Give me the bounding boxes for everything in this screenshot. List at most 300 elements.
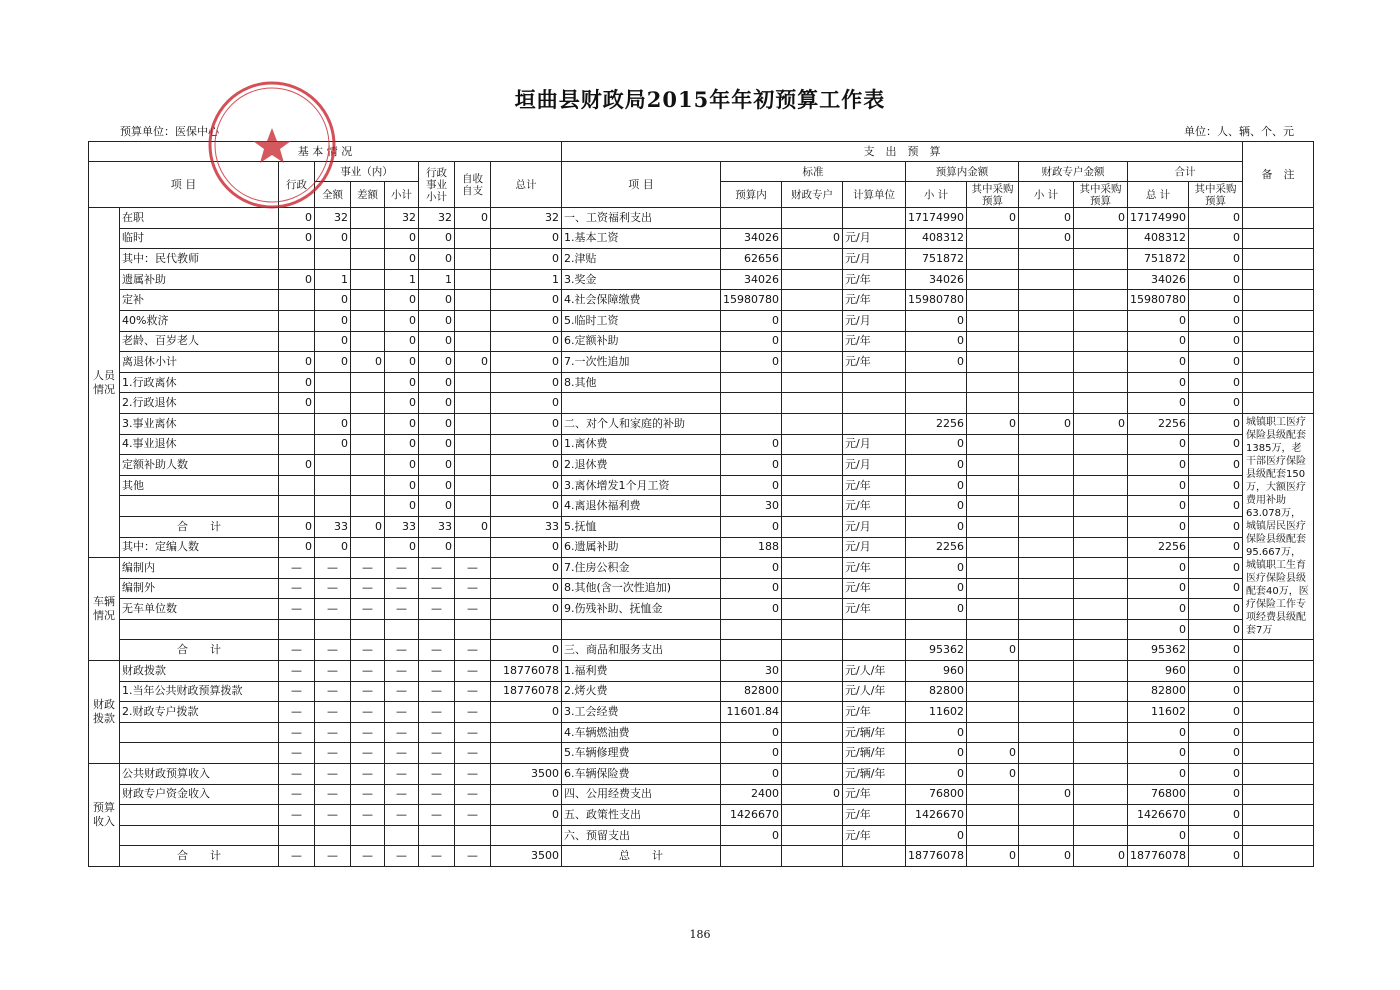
right-cell-special-subtotal	[1019, 516, 1074, 537]
left-cell-shiye-subtotal	[385, 619, 419, 640]
right-cell-special-subtotal	[1019, 702, 1074, 723]
left-row-label: 无车单位数	[120, 599, 279, 620]
right-cell-std-inner: 34026	[721, 269, 782, 290]
right-cell-std-inner: 0	[721, 578, 782, 599]
right-cell-std-inner: 188	[721, 537, 782, 558]
right-cell-special-subtotal: 0	[1019, 228, 1074, 249]
budget-unit-label: 预算单位：医保中心	[120, 125, 219, 138]
right-cell-std-special	[782, 413, 843, 434]
right-cell-inner-procurement	[967, 496, 1019, 517]
left-row-label: 4.事业退休	[120, 434, 279, 455]
right-cell-special-procurement	[1074, 599, 1128, 620]
left-cell-grand-total: 0	[491, 640, 562, 661]
right-row-label: 4.离退休福利费	[562, 496, 721, 517]
left-cell-xingzheng	[279, 331, 315, 352]
left-cell-xzsy-subtotal: 0	[419, 434, 455, 455]
remark-cell	[1243, 393, 1314, 414]
right-cell-calc-unit	[843, 640, 906, 661]
right-cell-special-procurement	[1074, 310, 1128, 331]
right-cell-inner-subtotal: 0	[906, 743, 967, 764]
left-cell-zishou: —	[455, 578, 491, 599]
left-cell-zishou	[455, 331, 491, 352]
left-cell-xzsy-subtotal: —	[419, 722, 455, 743]
right-cell-std-special	[782, 640, 843, 661]
left-cell-chae: —	[351, 764, 385, 785]
left-cell-grand-total: 18776078	[491, 681, 562, 702]
left-row-label: 老龄、百岁老人	[120, 331, 279, 352]
right-cell-inner-procurement: 0	[967, 413, 1019, 434]
right-cell-total-procurement: 0	[1189, 805, 1243, 826]
right-cell-special-procurement	[1074, 249, 1128, 270]
right-cell-std-special	[782, 475, 843, 496]
right-cell-special-procurement: 0	[1074, 846, 1128, 867]
table-row	[89, 681, 1314, 702]
left-cell-grand-total: 0	[491, 413, 562, 434]
right-cell-total-procurement: 0	[1189, 743, 1243, 764]
left-cell-chae	[351, 310, 385, 331]
right-cell-special-procurement: 0	[1074, 208, 1128, 229]
right-cell-inner-subtotal: 0	[906, 578, 967, 599]
left-cell-xzsy-subtotal: 0	[419, 310, 455, 331]
left-cell-xzsy-subtotal: —	[419, 764, 455, 785]
right-cell-total-procurement: 0	[1189, 393, 1243, 414]
left-cell-xzsy-subtotal: 0	[419, 455, 455, 476]
left-cell-quane: —	[315, 681, 351, 702]
left-cell-quane: 33	[315, 516, 351, 537]
right-cell-inner-subtotal: 15980780	[906, 290, 967, 311]
left-cell-zishou	[455, 372, 491, 393]
left-cell-grand-total	[491, 619, 562, 640]
right-cell-special-procurement	[1074, 516, 1128, 537]
right-cell-std-special	[782, 702, 843, 723]
left-row-label: 2.行政退休	[120, 393, 279, 414]
right-cell-total: 0	[1128, 331, 1189, 352]
right-row-label: 1.离休费	[562, 434, 721, 455]
right-cell-std-special	[782, 722, 843, 743]
left-cell-chae: —	[351, 599, 385, 620]
left-cell-quane: 0	[315, 228, 351, 249]
right-cell-total-procurement: 0	[1189, 558, 1243, 579]
right-cell-calc-unit: 元/月	[843, 434, 906, 455]
table-row	[89, 269, 1314, 290]
right-row-label: 三、商品和服务支出	[562, 640, 721, 661]
right-cell-calc-unit: 元/年	[843, 599, 906, 620]
right-cell-special-procurement	[1074, 619, 1128, 640]
left-cell-quane	[315, 393, 351, 414]
right-cell-total: 0	[1128, 558, 1189, 579]
right-cell-inner-procurement	[967, 516, 1019, 537]
left-cell-xingzheng	[279, 413, 315, 434]
right-cell-std-inner	[721, 372, 782, 393]
group-label-finance: 财政拨款	[89, 661, 120, 764]
left-cell-shiye-subtotal: 0	[385, 413, 419, 434]
right-cell-std-inner: 0	[721, 764, 782, 785]
right-cell-total: 15980780	[1128, 290, 1189, 311]
left-cell-xingzheng: 0	[279, 228, 315, 249]
right-cell-special-subtotal	[1019, 352, 1074, 373]
left-cell-grand-total	[491, 825, 562, 846]
right-cell-calc-unit: 元/年	[843, 269, 906, 290]
left-cell-xzsy-subtotal: 33	[419, 516, 455, 537]
left-cell-xingzheng: 0	[279, 208, 315, 229]
right-cell-total-procurement: 0	[1189, 331, 1243, 352]
right-cell-special-subtotal	[1019, 764, 1074, 785]
right-cell-std-special	[782, 434, 843, 455]
left-cell-quane	[315, 496, 351, 517]
right-row-label: 一、工资福利支出	[562, 208, 721, 229]
right-cell-special-procurement	[1074, 393, 1128, 414]
left-cell-grand-total: 0	[491, 578, 562, 599]
right-row-label: 六、预留支出	[562, 825, 721, 846]
left-cell-xingzheng: 0	[279, 372, 315, 393]
right-cell-total-procurement: 0	[1189, 846, 1243, 867]
right-cell-calc-unit	[843, 393, 906, 414]
right-cell-special-procurement	[1074, 578, 1128, 599]
right-cell-std-special: 0	[782, 784, 843, 805]
right-cell-special-subtotal	[1019, 825, 1074, 846]
right-cell-special-procurement	[1074, 784, 1128, 805]
right-row-label: 2.津贴	[562, 249, 721, 270]
right-cell-special-procurement	[1074, 496, 1128, 517]
table-row	[89, 228, 1314, 249]
left-cell-grand-total: 0	[491, 496, 562, 517]
left-cell-shiye-subtotal: 0	[385, 249, 419, 270]
left-cell-chae	[351, 475, 385, 496]
right-cell-std-inner: 0	[721, 310, 782, 331]
right-cell-special-subtotal	[1019, 393, 1074, 414]
right-cell-calc-unit: 元/人/年	[843, 661, 906, 682]
left-row-label: 合 计	[120, 640, 279, 661]
left-cell-chae	[351, 537, 385, 558]
left-cell-grand-total: 0	[491, 784, 562, 805]
col-inner-subtotal: 小 计	[906, 182, 967, 208]
right-cell-total-procurement: 0	[1189, 413, 1243, 434]
remark-cell	[1243, 846, 1314, 867]
right-cell-total-procurement: 0	[1189, 475, 1243, 496]
left-cell-zishou: —	[455, 640, 491, 661]
right-cell-special-subtotal	[1019, 455, 1074, 476]
left-cell-xzsy-subtotal: 0	[419, 228, 455, 249]
right-cell-inner-procurement	[967, 475, 1019, 496]
units-label: 单位：人、辆、个、元	[1184, 125, 1294, 138]
right-cell-inner-procurement	[967, 805, 1019, 826]
right-cell-special-procurement	[1074, 290, 1128, 311]
right-cell-inner-procurement: 0	[967, 743, 1019, 764]
right-cell-special-procurement	[1074, 681, 1128, 702]
left-cell-xzsy-subtotal: —	[419, 599, 455, 620]
left-cell-quane: —	[315, 599, 351, 620]
right-cell-special-subtotal	[1019, 558, 1074, 579]
right-cell-total-procurement: 0	[1189, 290, 1243, 311]
right-row-label: 8.其他(含一次性追加)	[562, 578, 721, 599]
table-row	[89, 310, 1314, 331]
left-cell-chae: —	[351, 640, 385, 661]
right-cell-special-subtotal	[1019, 805, 1074, 826]
left-cell-xingzheng	[279, 310, 315, 331]
right-cell-calc-unit: 元/月	[843, 455, 906, 476]
right-cell-inner-subtotal: 751872	[906, 249, 967, 270]
right-cell-total-procurement: 0	[1189, 208, 1243, 229]
right-cell-calc-unit: 元/辆/年	[843, 722, 906, 743]
left-cell-xingzheng: 0	[279, 393, 315, 414]
table-row	[89, 764, 1314, 785]
col-xingzheng: 行政	[279, 162, 315, 208]
table-row	[89, 455, 1314, 476]
left-cell-xingzheng	[279, 249, 315, 270]
right-row-label: 7.一次性追加	[562, 352, 721, 373]
right-cell-calc-unit: 元/年	[843, 702, 906, 723]
group-label-vehicle: 车辆情况	[89, 558, 120, 661]
col-zishou: 自收自支	[455, 162, 491, 208]
right-row-label: 7.住房公积金	[562, 558, 721, 579]
left-cell-chae	[351, 228, 385, 249]
right-cell-special-procurement	[1074, 805, 1128, 826]
left-row-label: 在职	[120, 208, 279, 229]
right-cell-std-special	[782, 558, 843, 579]
left-cell-grand-total: 0	[491, 372, 562, 393]
right-cell-special-procurement	[1074, 743, 1128, 764]
left-cell-shiye-subtotal: —	[385, 764, 419, 785]
right-cell-inner-procurement	[967, 661, 1019, 682]
left-cell-zishou: 0	[455, 352, 491, 373]
right-cell-total-procurement: 0	[1189, 496, 1243, 517]
right-cell-inner-procurement	[967, 619, 1019, 640]
left-cell-chae: —	[351, 661, 385, 682]
right-cell-inner-subtotal: 0	[906, 352, 967, 373]
right-cell-inner-subtotal: 0	[906, 825, 967, 846]
right-cell-special-procurement	[1074, 764, 1128, 785]
right-cell-total-procurement: 0	[1189, 434, 1243, 455]
right-cell-std-inner: 0	[721, 455, 782, 476]
remark-cell	[1243, 702, 1314, 723]
right-cell-calc-unit	[843, 372, 906, 393]
right-cell-inner-procurement: 0	[967, 640, 1019, 661]
left-cell-quane: —	[315, 764, 351, 785]
right-cell-total: 408312	[1128, 228, 1189, 249]
right-cell-total-procurement: 0	[1189, 537, 1243, 558]
left-cell-xzsy-subtotal: —	[419, 681, 455, 702]
right-cell-calc-unit: 元/辆/年	[843, 743, 906, 764]
left-cell-chae: —	[351, 578, 385, 599]
right-cell-inner-subtotal: 0	[906, 722, 967, 743]
right-cell-inner-subtotal	[906, 372, 967, 393]
table-row	[89, 722, 1314, 743]
left-cell-quane: —	[315, 702, 351, 723]
right-cell-inner-subtotal: 408312	[906, 228, 967, 249]
budget-inner-header: 预算内金额	[906, 162, 1019, 182]
right-row-label: 6.遗属补助	[562, 537, 721, 558]
right-cell-inner-procurement	[967, 578, 1019, 599]
right-cell-std-inner: 34026	[721, 228, 782, 249]
left-cell-xzsy-subtotal: 1	[419, 269, 455, 290]
left-cell-shiye-subtotal: 32	[385, 208, 419, 229]
left-cell-shiye-subtotal: 1	[385, 269, 419, 290]
right-cell-total: 34026	[1128, 269, 1189, 290]
right-cell-special-subtotal	[1019, 496, 1074, 517]
left-cell-quane	[315, 475, 351, 496]
table-row	[89, 784, 1314, 805]
right-row-label: 四、公用经费支出	[562, 784, 721, 805]
left-row-label: 遗属补助	[120, 269, 279, 290]
remark-cell	[1243, 825, 1314, 846]
left-row-label: 编制内	[120, 558, 279, 579]
left-cell-shiye-subtotal: 0	[385, 496, 419, 517]
right-cell-calc-unit	[843, 619, 906, 640]
left-cell-quane: —	[315, 661, 351, 682]
right-cell-total: 0	[1128, 352, 1189, 373]
special-account-header: 财政专户金额	[1019, 162, 1128, 182]
left-cell-zishou	[455, 310, 491, 331]
left-cell-xingzheng: —	[279, 722, 315, 743]
right-cell-std-special	[782, 681, 843, 702]
right-cell-std-special	[782, 290, 843, 311]
left-cell-xzsy-subtotal: —	[419, 702, 455, 723]
left-cell-zishou: —	[455, 743, 491, 764]
left-cell-zishou	[455, 537, 491, 558]
left-cell-zishou	[455, 290, 491, 311]
right-row-label: 五、政策性支出	[562, 805, 721, 826]
left-cell-grand-total: 0	[491, 455, 562, 476]
left-cell-grand-total: 3500	[491, 846, 562, 867]
left-cell-quane	[315, 249, 351, 270]
left-cell-xingzheng: 0	[279, 516, 315, 537]
left-cell-xingzheng: 0	[279, 537, 315, 558]
left-cell-xingzheng: 0	[279, 352, 315, 373]
left-cell-quane: 1	[315, 269, 351, 290]
table-row	[89, 558, 1314, 579]
left-cell-zishou: —	[455, 805, 491, 826]
table-row	[89, 290, 1314, 311]
right-cell-inner-subtotal: 17174990	[906, 208, 967, 229]
left-row-label: 2.财政专户拨款	[120, 702, 279, 723]
page-title: 垣曲县财政局2015年年初预算工作表	[514, 87, 886, 112]
left-cell-chae	[351, 619, 385, 640]
col-shiye-subtotal: 小计	[385, 182, 419, 208]
right-cell-inner-procurement	[967, 825, 1019, 846]
remark-cell	[1243, 764, 1314, 785]
left-row-label	[120, 805, 279, 826]
left-cell-xzsy-subtotal	[419, 825, 455, 846]
left-cell-grand-total: 33	[491, 516, 562, 537]
left-cell-grand-total: 32	[491, 208, 562, 229]
right-cell-total-procurement: 0	[1189, 722, 1243, 743]
left-cell-zishou: —	[455, 558, 491, 579]
right-cell-inner-procurement	[967, 331, 1019, 352]
table-row	[89, 434, 1314, 455]
left-cell-shiye-subtotal: 0	[385, 228, 419, 249]
right-cell-inner-subtotal: 960	[906, 661, 967, 682]
left-cell-chae	[351, 372, 385, 393]
right-cell-calc-unit: 元/年	[843, 558, 906, 579]
left-cell-quane: —	[315, 846, 351, 867]
right-cell-inner-procurement	[967, 702, 1019, 723]
right-cell-total: 0	[1128, 764, 1189, 785]
right-cell-inner-subtotal: 0	[906, 475, 967, 496]
right-cell-std-inner: 0	[721, 743, 782, 764]
right-cell-special-procurement	[1074, 661, 1128, 682]
left-cell-xzsy-subtotal: 0	[419, 537, 455, 558]
left-cell-grand-total: 0	[491, 393, 562, 414]
right-row-label: 二、对个人和家庭的补助	[562, 413, 721, 434]
right-cell-special-subtotal: 0	[1019, 413, 1074, 434]
left-cell-xzsy-subtotal: —	[419, 784, 455, 805]
right-cell-std-special	[782, 805, 843, 826]
remark-cell	[1243, 743, 1314, 764]
remark-cell	[1243, 290, 1314, 311]
right-cell-special-subtotal	[1019, 619, 1074, 640]
left-cell-zishou	[455, 619, 491, 640]
left-cell-quane: 0	[315, 413, 351, 434]
left-cell-xzsy-subtotal: —	[419, 805, 455, 826]
remark-cell	[1243, 372, 1314, 393]
right-cell-std-inner: 15980780	[721, 290, 782, 311]
left-row-label	[120, 496, 279, 517]
right-cell-total: 0	[1128, 578, 1189, 599]
left-cell-quane: 0	[315, 352, 351, 373]
right-cell-special-procurement	[1074, 352, 1128, 373]
col-total: 总 计	[1128, 182, 1189, 208]
left-cell-shiye-subtotal: 0	[385, 372, 419, 393]
right-cell-std-special	[782, 208, 843, 229]
right-cell-special-subtotal	[1019, 269, 1074, 290]
right-cell-calc-unit: 元/月	[843, 228, 906, 249]
right-cell-total: 751872	[1128, 249, 1189, 270]
left-cell-xzsy-subtotal: 32	[419, 208, 455, 229]
left-cell-xingzheng: —	[279, 846, 315, 867]
right-cell-std-special	[782, 578, 843, 599]
right-row-label: 6.车辆保险费	[562, 764, 721, 785]
right-cell-std-special	[782, 372, 843, 393]
right-cell-std-inner: 0	[721, 352, 782, 373]
left-cell-zishou: —	[455, 764, 491, 785]
left-cell-chae: —	[351, 805, 385, 826]
left-cell-zishou: —	[455, 784, 491, 805]
right-cell-std-inner: 0	[721, 558, 782, 579]
right-cell-std-inner: 0	[721, 434, 782, 455]
right-cell-total-procurement: 0	[1189, 269, 1243, 290]
left-cell-grand-total: 0	[491, 331, 562, 352]
right-cell-inner-subtotal: 18776078	[906, 846, 967, 867]
left-row-label: 1.行政离休	[120, 372, 279, 393]
left-cell-quane: —	[315, 743, 351, 764]
right-cell-special-subtotal	[1019, 722, 1074, 743]
remark-cell	[1243, 352, 1314, 373]
col-special-std: 财政专户	[782, 182, 843, 208]
right-cell-special-procurement	[1074, 722, 1128, 743]
right-cell-inner-procurement	[967, 681, 1019, 702]
group-label-income: 预算收入	[89, 764, 120, 867]
right-cell-inner-procurement	[967, 784, 1019, 805]
left-cell-shiye-subtotal: 0	[385, 393, 419, 414]
left-cell-quane	[315, 825, 351, 846]
right-cell-inner-procurement	[967, 352, 1019, 373]
right-cell-std-inner: 11601.84	[721, 702, 782, 723]
left-cell-chae	[351, 455, 385, 476]
left-cell-zishou: 0	[455, 208, 491, 229]
right-cell-total: 2256	[1128, 537, 1189, 558]
right-row-label: 8.其他	[562, 372, 721, 393]
right-cell-special-procurement: 0	[1074, 413, 1128, 434]
right-cell-total: 0	[1128, 599, 1189, 620]
col-quane: 全额	[315, 182, 351, 208]
left-cell-chae: —	[351, 846, 385, 867]
right-cell-total: 17174990	[1128, 208, 1189, 229]
right-cell-total-procurement: 0	[1189, 228, 1243, 249]
right-cell-calc-unit	[843, 208, 906, 229]
left-cell-quane: 0	[315, 434, 351, 455]
left-cell-xzsy-subtotal: —	[419, 846, 455, 867]
left-cell-shiye-subtotal: —	[385, 599, 419, 620]
